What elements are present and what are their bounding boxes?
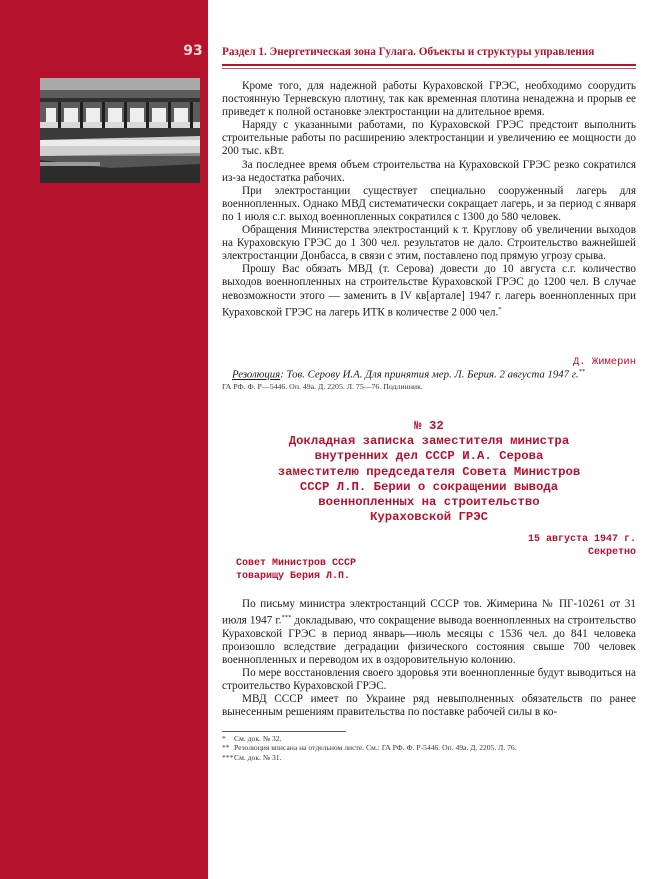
paragraph bbox=[222, 598, 636, 667]
page-number: 93 bbox=[183, 43, 203, 59]
footnotes bbox=[222, 734, 636, 762]
footnote bbox=[222, 743, 636, 752]
paragraph: МВД СССР имеет по Украине ряд невыполненных обязательств по ранее вынесенным решениям правительства по поставке рабочей силы в ко- bbox=[222, 693, 636, 719]
header-rule bbox=[222, 64, 636, 66]
document-title-line: военнопленных на строительство bbox=[318, 495, 540, 510]
document-title-line: Докладная записка заместителя министра bbox=[288, 434, 570, 449]
report-body bbox=[222, 598, 636, 720]
document-title-line: заместителю председателя Совета Министров bbox=[277, 464, 581, 479]
resolution-text: : Тов. Серову И.А. Для принятия мер. Л. Берия. 2 августа 1947 г. bbox=[280, 368, 579, 381]
footnote-rule bbox=[222, 731, 346, 732]
paragraph-text: По письму министра электростанций СССР тов. Жимерина № ПГ-10261 от 31 июля 1947 г. bbox=[222, 598, 636, 627]
document-classification: Секретно bbox=[587, 546, 636, 558]
footnote bbox=[222, 734, 636, 743]
document-heading bbox=[222, 419, 636, 525]
document-title-line: СССР Л.П. Берии о сокращении вывода bbox=[299, 479, 559, 494]
paragraph: При электростанции существует специально сооруженный лагерь для военнопленных. Однако МВД систематически сокращает лагерь, и за период с января по 1 июля с.г. выход военнопленных сократился с 1300 до 580 человек. bbox=[222, 184, 636, 223]
paragraph-text: докладываю, что сокращение вывода военнопленных на строительство Кураховской ГРЭС в период январь—июль месяцы с 1536 чел. до 841 человека произошло вследствие деградации физического состояния свыше 700 человек военнопленных и переводом их в оздоровительную колонию. bbox=[222, 614, 636, 667]
paragraph: Кроме того, для надежной работы Кураховской ГРЭС, необходимо соорудить постоянную Терневскую плотину, так как временная плотина ненадежна и прорыв ее приведет к полной остановке электростанции на длительное время. bbox=[222, 80, 636, 119]
footnote-mark: * bbox=[498, 305, 502, 313]
header-rule-thin bbox=[222, 68, 636, 69]
document-date: 15 августа 1947 г. bbox=[527, 534, 636, 545]
section-header: Раздел 1. Энергетическая зона Гулага. Объекты и структуры управления bbox=[222, 46, 595, 58]
paragraph-last bbox=[222, 263, 636, 319]
addressee bbox=[236, 558, 636, 583]
footnote bbox=[222, 753, 636, 762]
footnote-text: Резолюция вписана на отдельном листе. См.: ГА РФ. Ф. Р-5446. Оп. 49а. Д. 2205. Л. 76. bbox=[234, 743, 517, 753]
paragraph: По мере восстановления своего здоровья эти военнопленные будут выводиться на строительство Кураховской ГРЭС. bbox=[222, 667, 636, 693]
footnote-mark: ** bbox=[222, 743, 230, 753]
paragraph: За последнее время объем строительства на Кураховской ГРЭС резко сократился из-за недостатка рабочих. bbox=[222, 158, 636, 184]
paragraph-text: Прошу Вас обязать МВД (т. Серова) довести до 10 августа с.г. количество выходов военнопленных на строительстве Кураховской ГРЭС до 1200 чел. В случае невозможности этого — заменить в IV кв[артале] 1947 г. лагерь военнопленных при Кураховской ГРЭС на лагерь ИТК в количестве 2 000 чел. bbox=[222, 263, 636, 319]
addressee-line: товарищу Берия Л.П. bbox=[236, 570, 351, 582]
dam-photo bbox=[40, 78, 200, 183]
signature: Д. Жимерин bbox=[572, 356, 636, 368]
document-meta bbox=[222, 534, 636, 559]
resolution-label: Резолюция bbox=[232, 368, 281, 381]
archive-reference: ГА РФ. Ф. Р—5446. Оп. 49а. Д. 2205. Л. 75—76. Подлинник. bbox=[222, 382, 423, 391]
footnote-mark: * bbox=[222, 734, 226, 743]
footnote-text: См. док. № 32. bbox=[234, 734, 282, 743]
footnote-mark: *** bbox=[222, 752, 234, 762]
document-title-line: внутренних дел СССР И.А. Серова bbox=[314, 449, 544, 464]
addressee-line: Совет Министров СССР bbox=[236, 558, 357, 569]
footnote-mark: *** bbox=[281, 614, 292, 622]
paragraph: Наряду с указанными работами, по Кураховской ГРЭС предстоит выполнить строительные работы по расширению электростанции и увеличению ее мощности до 200 тыс. кВт. bbox=[222, 119, 636, 158]
letter-body bbox=[222, 80, 636, 319]
footnote-mark: ** bbox=[578, 368, 586, 375]
document-number: № 32 bbox=[414, 419, 444, 433]
paragraph: Обращения Министерства электростанций к т. Круглову об увеличении выходов на Кураховскую ГРЭС до 1 300 чел. результатов не дало. Строительство важнейшей электростанции Донбасса, в связи с этим, поставлено под прямую угрозу срыва. bbox=[222, 224, 636, 263]
resolution bbox=[232, 368, 636, 381]
footnote-text: См. док. № 31. bbox=[234, 752, 282, 762]
document-title-line: Кураховской ГРЭС bbox=[369, 510, 489, 525]
